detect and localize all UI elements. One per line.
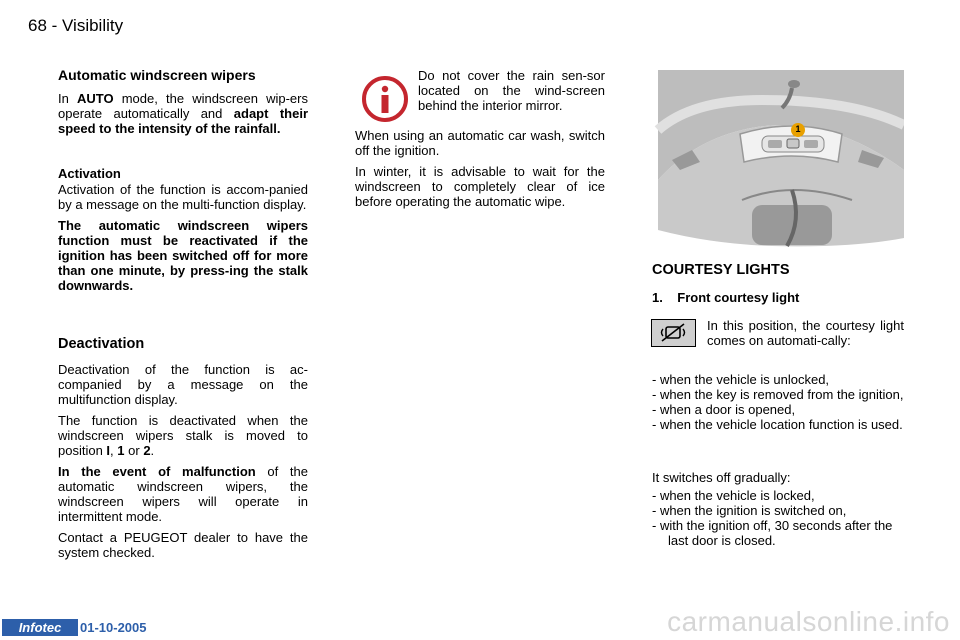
list-item: - with the ignition off, 30 seconds after the last door is closed. — [652, 518, 893, 548]
dealer-paragraph: Contact a PEUGEOT dealer to have the system checked. — [58, 530, 308, 560]
deactivation-position-paragraph: The function is deactivated when the windscreen wipers stalk is moved to position I, 1 or 2. — [58, 413, 308, 458]
infotec-badge: Infotec — [2, 619, 78, 636]
deactivation-paragraph: Deactivation of the function is ac-companied by a message on the multifunction display. — [58, 362, 308, 407]
auto-mode-paragraph: In AUTO mode, the windscreen wip-ers operate automatically and adapt their speed to the intensity of the rainfall. — [58, 91, 308, 136]
front-courtesy-light-label: 1. Front courtesy light — [652, 290, 800, 305]
car-wash-paragraph: When using an automatic car wash, switch off the ignition. — [355, 128, 605, 158]
courtesy-on-conditions — [652, 372, 904, 432]
switch-off-intro: It switches off gradually: — [652, 470, 791, 485]
courtesy-off-conditions — [652, 470, 904, 548]
page-title: 68 - Visibility — [28, 16, 124, 35]
photo-callout-number: 1 — [795, 124, 801, 134]
deactivation-heading: Deactivation — [58, 336, 145, 352]
right-column — [652, 263, 904, 321]
watermark: carmanualsonline.info — [667, 606, 950, 637]
list-item: - when a door is opened, — [652, 402, 796, 417]
list-item: - when the vehicle is locked, — [652, 488, 815, 503]
activation-heading: Activation — [58, 166, 121, 181]
courtesy-light-switch-icon — [651, 319, 696, 347]
middle-column — [355, 128, 605, 215]
courtesy-lights-heading: COURTESY LIGHTS — [652, 262, 790, 278]
malfunction-paragraph: In the event of malfunction of the automatic windscreen wipers, the windscreen wipers will operate in intermittent mode. — [58, 464, 308, 524]
list-item: - when the key is removed from the ignition, — [652, 387, 904, 402]
activation-warning-paragraph: The automatic windscreen wipers function must be reactivated if the ignition has been switched off for more than one minute, by press-ing the stalk downwards. — [58, 218, 308, 293]
left-column — [58, 68, 308, 566]
activation-paragraph: Activation of the function is accom-panied by a message on the multi-function display. — [58, 182, 308, 212]
courtesy-intro: In this position, the courtesy light comes on automati-cally: — [707, 318, 904, 348]
winter-paragraph: In winter, it is advisable to wait for the windscreen to completely clear of ice before operating the automatic wipe. — [355, 164, 605, 209]
list-item: - when the vehicle location function is used. — [652, 417, 903, 432]
list-item: - when the vehicle is unlocked, — [652, 372, 830, 387]
courtesy-light-photo — [652, 70, 904, 252]
warning-info-icon — [360, 74, 410, 124]
footer-date: 01-10-2005 — [80, 620, 147, 635]
section-heading-auto-wipers: Automatic windscreen wipers — [58, 67, 256, 83]
rain-sensor-warning: Do not cover the rain sen-sor located on the wind-screen behind the interior mirror. — [418, 68, 605, 113]
list-item: - when the ignition is switched on, — [652, 503, 847, 518]
